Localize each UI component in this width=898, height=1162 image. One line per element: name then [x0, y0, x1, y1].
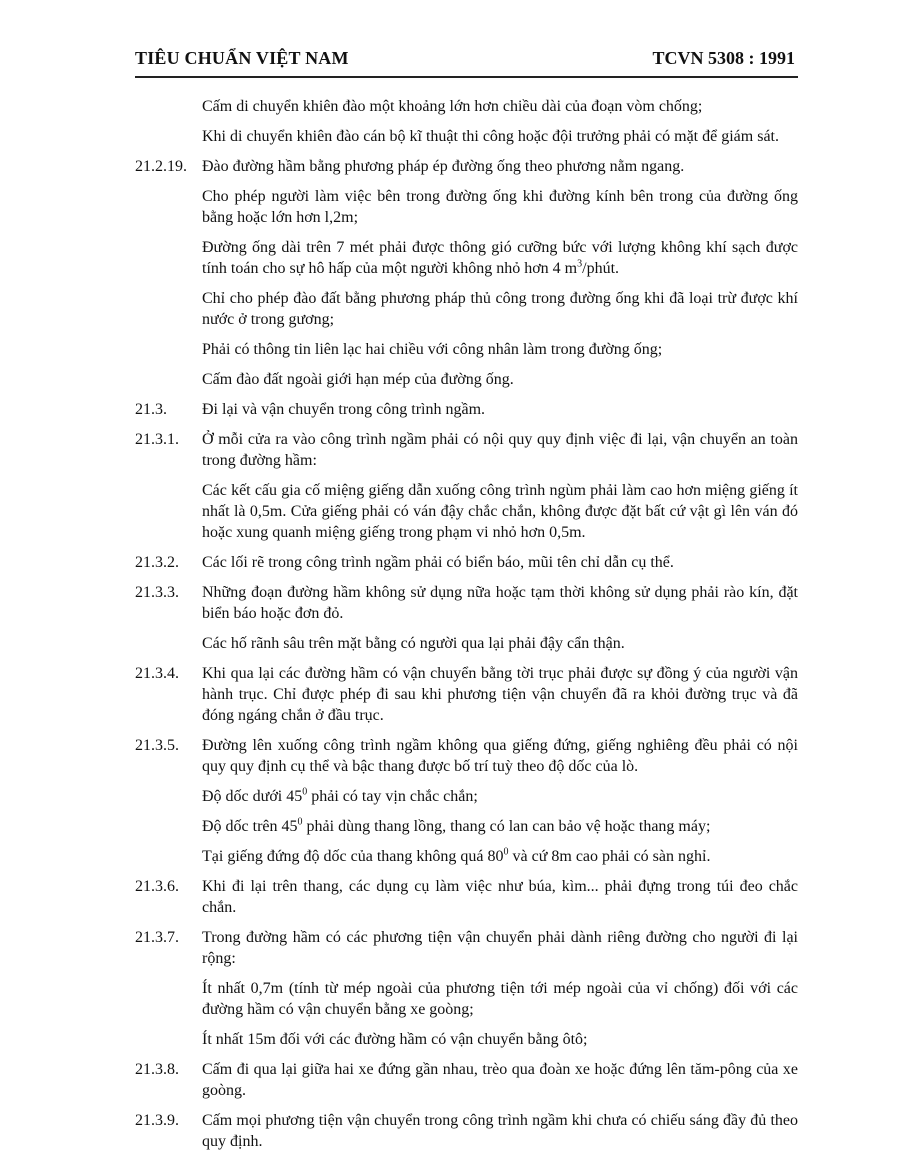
clause-number: 21.3.8. [135, 1061, 179, 1078]
clause-number: 21.3.4. [135, 665, 179, 682]
clause-text: Ở mỗi cửa ra vào công trình ngầm phải có nội quy quy định việc đi lại, vận chuyển an toàn trong đường hầm: [202, 431, 798, 469]
text-run: phải dùng thang lồng, thang có lan can bảo vệ hoặc thang máy; [302, 818, 711, 835]
clause-21-3-4 [135, 663, 798, 726]
paragraph: Cho phép người làm việc bên trong đường ống khi đường kính bên trong của đường ống bằng hoặc lớn hơn l,2m; [202, 188, 798, 226]
clause-number: 21.3.1. [135, 431, 179, 448]
clause-21-2-19 [135, 156, 798, 177]
paragraph [135, 816, 798, 837]
clause-text: Khi qua lại các đường hầm có vận chuyển bằng tời trục phải được sự đồng ý của người vận hành trục. Chỉ được phép đi sau khi phương tiện vận chuyển đã ra khỏi đường trục và đã đóng ngáng chắn ở đầu trục. [202, 665, 798, 724]
paragraph: Các hố rãnh sâu trên mặt bằng có người qua lại phải đậy cẩn thận. [202, 635, 625, 652]
clause-number: 21.3.6. [135, 878, 179, 895]
clause-21-3-2 [135, 552, 798, 573]
superscript: 0 [302, 786, 308, 798]
superscript: 0 [503, 846, 509, 858]
section-number: 21.3. [135, 401, 167, 418]
clause-21-3-5 [135, 735, 798, 777]
text-run: và cứ 8m cao phải có sàn nghỉ. [508, 848, 711, 865]
clause-number: 21.3.5. [135, 737, 179, 754]
text-run: Đường ống dài trên 7 mét phải được thông gió cưỡng bức với lượng không khí sạch được tính toán cho sự hô hấp của một người không nhỏ hơn 4 m [202, 239, 798, 277]
section-title: Đi lại và vận chuyển trong công trình ngầm. [202, 401, 486, 418]
clause-number: 21.3.3. [135, 584, 179, 601]
clause-number: 21.2.19. [135, 158, 187, 175]
clause-number: 21.3.2. [135, 554, 179, 571]
clause-text: Cấm đi qua lại giữa hai xe đứng gần nhau, trèo qua đoàn xe hoặc đứng lên tăm-pông của xe goòng. [202, 1061, 798, 1099]
paragraph: Khi di chuyển khiên đào cán bộ kĩ thuật thi công hoặc đội trưởng phải có mặt để giám sát. [202, 128, 779, 145]
text-run: Tại giếng đứng độ dốc của thang không quá 80 [202, 848, 504, 865]
clause-21-3-6 [135, 876, 798, 918]
clause-number: 21.3.9. [135, 1112, 179, 1129]
text-run: phải có tay vịn chắc chắn; [307, 788, 478, 805]
paragraph: Các kết cấu gia cố miệng giếng dẫn xuống công trình ngùm phải làm cao hơn miệng giếng ít nhất là 0,5m. Cửa giếng phải có ván đậy chắc chắn, không được đặt bất cứ vật gì lên ván đó hoặc xung quanh miệng giếng trong phạm vi nhỏ hơn 0,5m. [202, 482, 798, 541]
paragraph: Chỉ cho phép đào đất bằng phương pháp thủ công trong đường ống khi đã loại trừ được khí nước ở trong gương; [202, 290, 798, 328]
clause-21-3-9 [135, 1110, 798, 1152]
clause-text: Cấm mọi phương tiện vận chuyển trong công trình ngầm khi chưa có chiếu sáng đầy đủ theo quy định. [202, 1112, 798, 1150]
clause-number: 21.3.7. [135, 929, 179, 946]
superscript: 3 [577, 258, 583, 270]
paragraph: Cấm đào đất ngoài giới hạn mép của đường ống. [202, 371, 514, 388]
paragraph [135, 786, 798, 807]
header-title: TIÊU CHUẨN VIỆT NAM [135, 48, 349, 68]
clause-21-3-1 [135, 429, 798, 471]
document-body [135, 96, 798, 1161]
clause-text: Những đoạn đường hầm không sử dụng nữa hoặc tạm thời không sử dụng phải rào kín, đặt biển báo hoặc đơn đỏ. [202, 584, 798, 622]
clause-text: Các lối rẽ trong công trình ngầm phải có biển báo, mũi tên chỉ dẫn cụ thể. [202, 554, 674, 571]
clause-21-3-7 [135, 927, 798, 969]
paragraph [135, 846, 798, 867]
section-21-3 [135, 399, 798, 420]
text-run: Độ dốc trên 45 [202, 818, 298, 835]
page-header [135, 44, 795, 74]
text-run: /phút. [582, 260, 620, 277]
header-standard-code: TCVN 5308 : 1991 [652, 48, 795, 68]
paragraph [135, 237, 798, 279]
clause-21-3-3 [135, 582, 798, 624]
clause-text: Đường lên xuống công trình ngầm không qua giếng đứng, giếng nghiêng đều phải có nội quy quy định cụ thể và bậc thang được bố trí tuỳ theo độ dốc của lò. [202, 737, 798, 775]
text-run: Độ dốc dưới 45 [202, 788, 303, 805]
paragraph: Cấm di chuyển khiên đào một khoảng lớn hơn chiều dài của đoạn vòm chống; [202, 98, 703, 115]
superscript: 0 [297, 816, 303, 828]
clause-text: Trong đường hầm có các phương tiện vận chuyển phải dành riêng đường cho người đi lại rộng: [202, 929, 798, 967]
clause-text: Đào đường hầm bằng phương pháp ép đường ống theo phương nằm ngang. [202, 158, 685, 175]
clause-text: Khi đi lại trên thang, các dụng cụ làm việc như búa, kìm... phải đựng trong túi đeo chắc chắn. [202, 878, 798, 916]
paragraph: Ít nhất 0,7m (tính từ mép ngoài của phương tiện tới mép ngoài của vỉ chống) đối với các đường hầm có vận chuyển bằng xe goòng; [202, 980, 798, 1018]
clause-21-3-8 [135, 1059, 798, 1101]
paragraph: Ít nhất 15m đối với các đường hầm có vận chuyển bằng ôtô; [202, 1031, 588, 1048]
header-rule [135, 76, 798, 78]
paragraph: Phải có thông tin liên lạc hai chiều với công nhân làm trong đường ống; [202, 341, 663, 358]
